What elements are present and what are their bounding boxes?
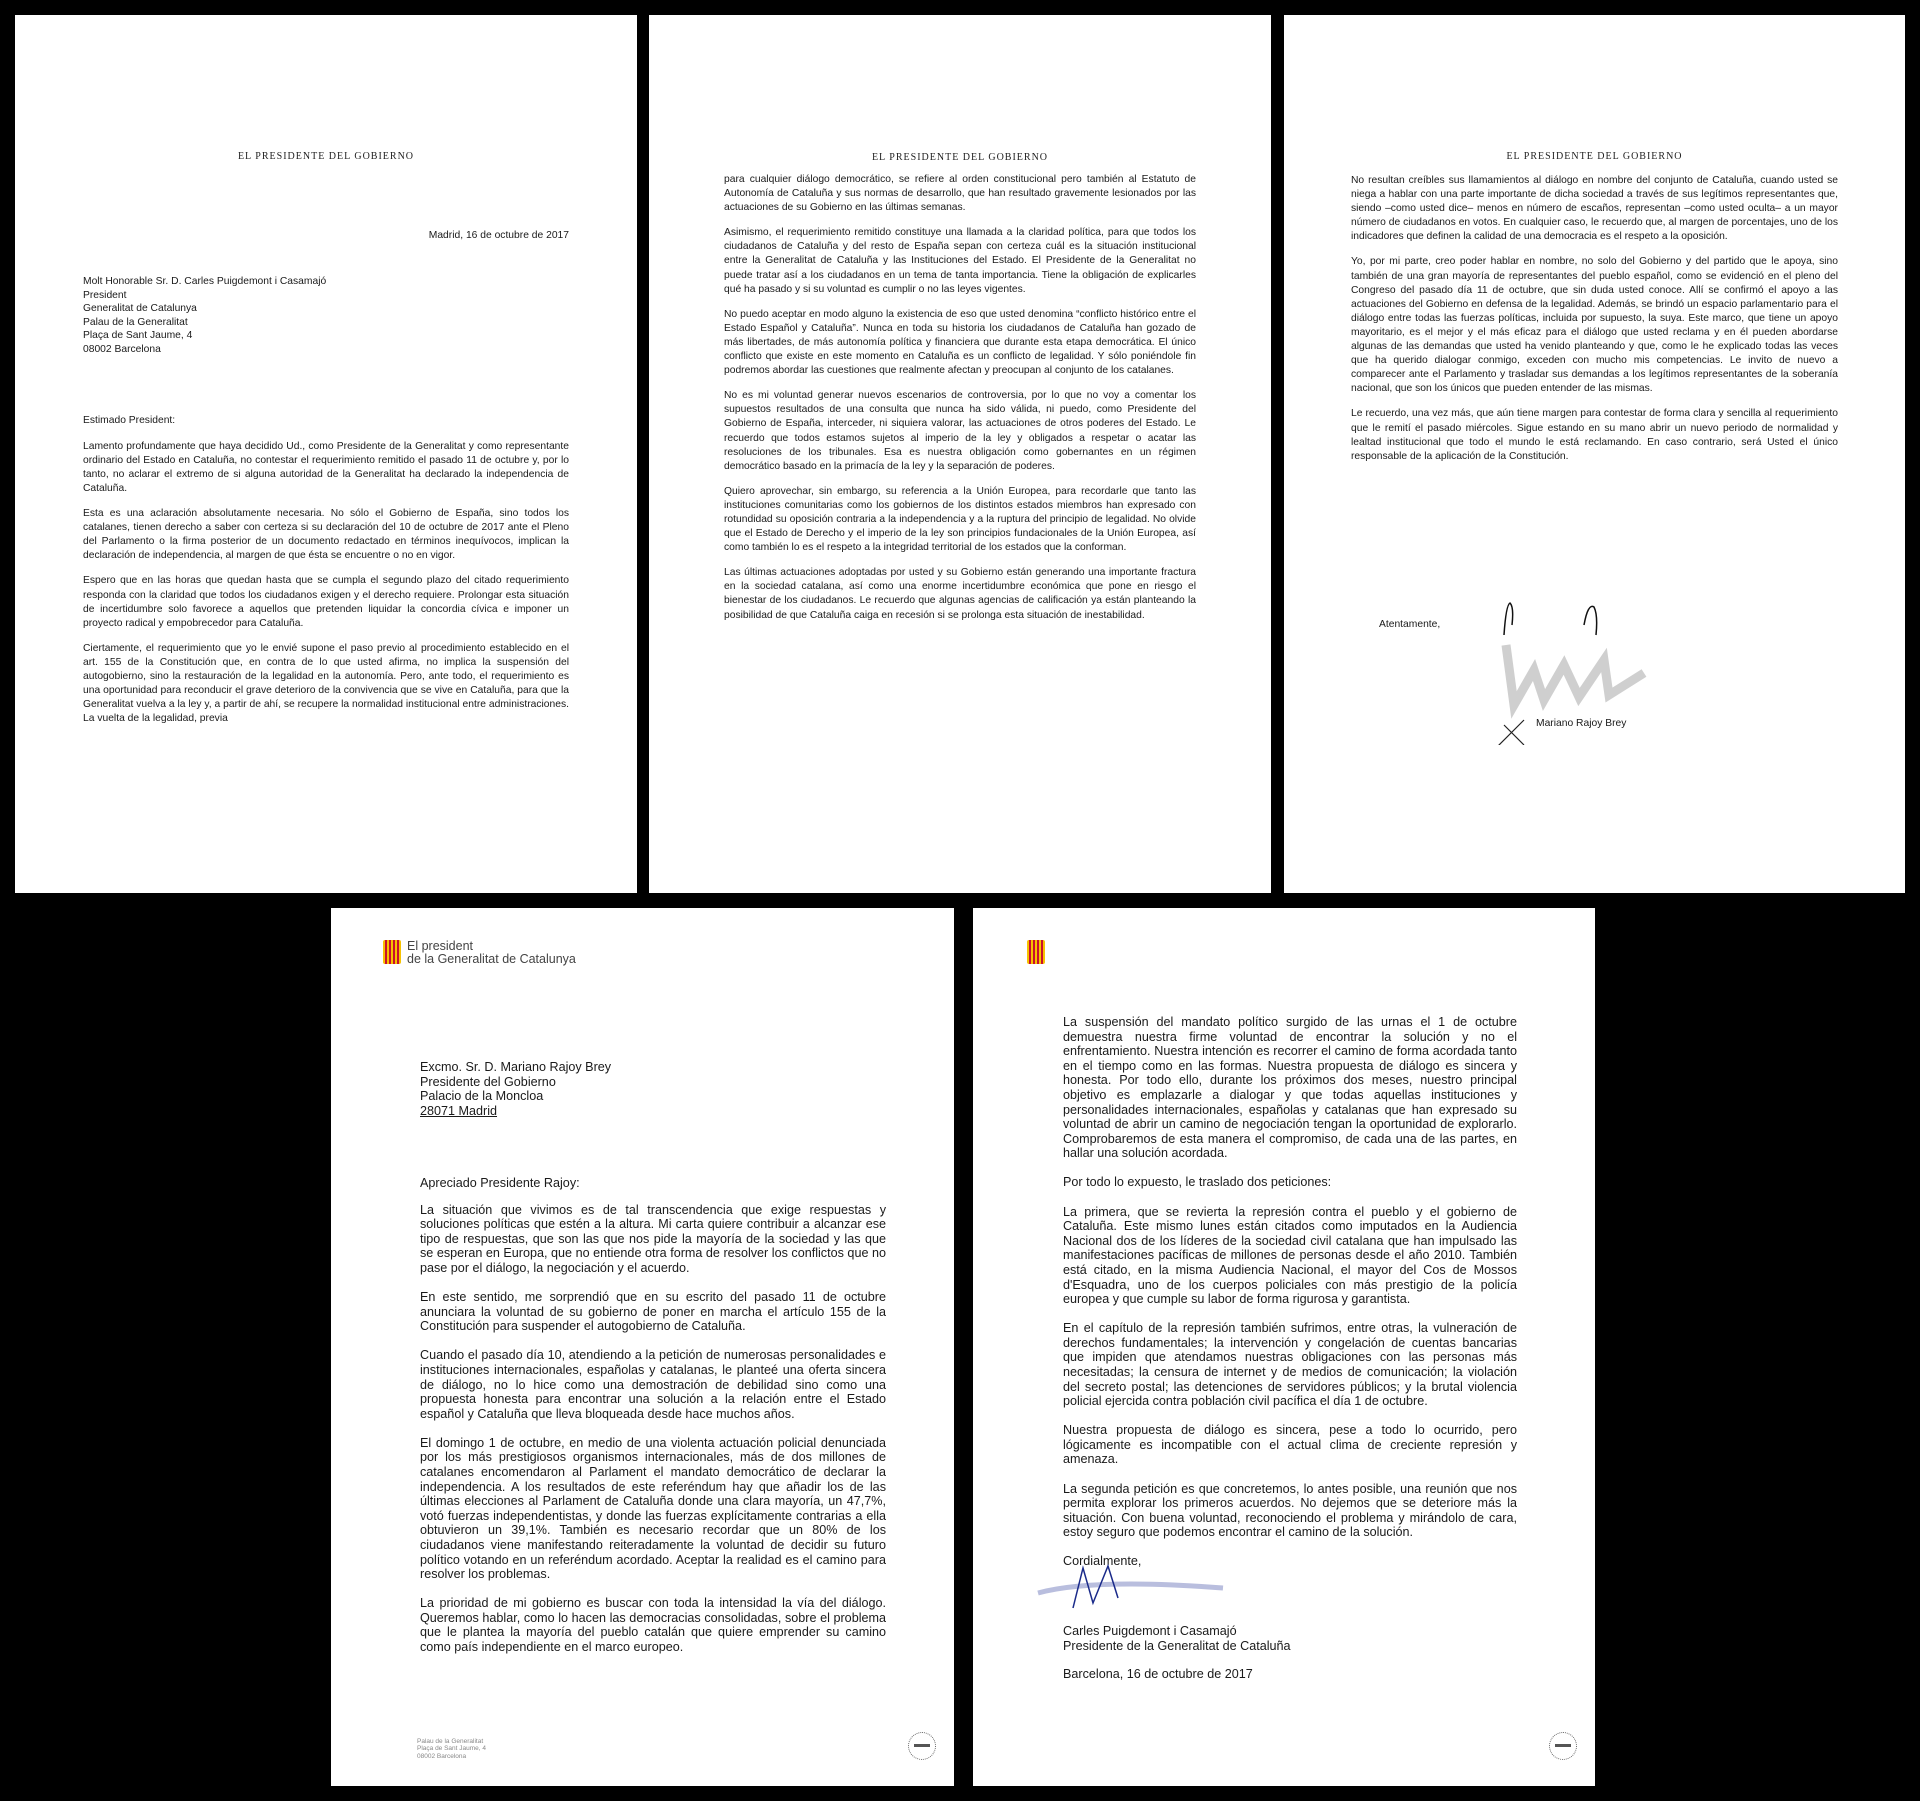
address-line: Molt Honorable Sr. D. Carles Puigdemont i Casamajó bbox=[83, 276, 327, 287]
paragraph: No resultan creíbles sus llamamientos al diálogo en nombre del conjunto de Cataluña, cuando usted se niega a hablar con una parte importante de dicha sociedad a través de sus legítimos representantes que, siendo –como usted dice– menos en número de escaños, representan –como usted oculta– a un mayor número de ciudadanos en votos. En cualquier caso, le recuerdo que, al margen de porcentajes, uno de los indicadores que definen la calidad de una democracia es el respeto a la oposición. bbox=[1351, 175, 1838, 243]
paragraph: Por todo lo expuesto, le traslado dos peticiones: bbox=[1063, 1175, 1332, 1190]
paper-seal-icon bbox=[908, 1732, 936, 1760]
letter-body bbox=[1063, 1015, 1517, 1584]
address-line: 28071 Madrid bbox=[420, 1103, 498, 1118]
letterhead: EL PRESIDENTE DEL GOBIERNO bbox=[1506, 151, 1683, 162]
letter-body bbox=[1351, 174, 1838, 464]
letter-page-5 bbox=[973, 908, 1595, 1786]
letter-body bbox=[83, 414, 569, 727]
closing: Cordialmente, bbox=[1063, 1554, 1142, 1569]
paragraph: No puedo aceptar en modo alguno la existencia de eso que usted denomina “conflicto histórico entre el Estado Español y Cataluña”. Nunca en toda su historia los ciudadanos de Cataluña han gozado de más libertades, de más autonomía política y financiera que durante esta etapa democrática. El único conflicto que existe en este momento en Cataluña es un conflicto de legalidad. Y sólo poniéndole fin podremos abordar las cuestiones que realmente afectan y preocupan al conjunto de los catalanes. bbox=[724, 308, 1196, 377]
signature-block bbox=[1063, 1624, 1291, 1682]
paragraph: Nuestra propuesta de diálogo es sincera, pese a todo lo ocurrido, pero lógicamente es incompatible con el actual clima de creciente represión y amenaza. bbox=[1063, 1423, 1517, 1467]
paragraph: La segunda petición es que concretemos, lo antes posible, una reunión que nos permita explorar los primeros acuerdos. No dejemos que se deteriore más la situación. Con buena voluntad, reconociendo el problema y mirándolo de cara, estoy seguro que podemos encontrar el camino de la solución. bbox=[1063, 1481, 1517, 1540]
address-line: Generalitat de Catalunya bbox=[83, 303, 197, 315]
paragraph: La prioridad de mi gobierno es buscar con toda la intensidad la vía del diálogo. Queremos hablar, como lo hacen las democracias consolidadas, sobre el problema que le plantea la mayoría del pueblo catalán que quiere emprender su camino como país independiente en el marco europeo. bbox=[420, 1596, 886, 1655]
paragraph: Quiero aprovechar, sin embargo, su referencia a la Unión Europea, para recordarle que tanto las instituciones comunitarias como los gobiernos de los distintos estados miembros han expresado con rotundidad su oposición contraria a la independencia y a la ruptura del principio de legalidad. No olvide que el Estado de Derecho y el imperio de la ley son principios fundacionales de la Unión Europea, así como también lo es el respeto a la integridad territorial de los estados que la conforman. bbox=[724, 485, 1196, 554]
signer-name: Carles Puigdemont i Casamajó bbox=[1063, 1624, 1237, 1638]
letter-page-2 bbox=[649, 15, 1271, 893]
paragraph: El domingo 1 de octubre, en medio de una violenta actuación policial denunciada por los más prestigiosos organismos internacionales, más de dos millones de catalanes encomendaron al Parlament el mandato democrático de declarar la independencia. A los resultados de este referéndum hay que añadir los de las últimas elecciones al Parlament de Cataluña donde una clara mayoría, un 47,7%, votó fuerzas independentistas, y donde las fuerzas explícitamente contrarias a ella obtuvieron un 39,1%. También es necesario recordar que un 80% de los ciudadanos viene manifestando reiteradamente la voluntad de decidir su futuro político votando en un referéndum acordado. Aceptar la realidad es el camino para resolver los problemas. bbox=[420, 1435, 886, 1582]
paragraph: Asimismo, el requerimiento remitido constituye una llamada a la claridad política, para que todos los ciudadanos de Cataluña y del resto de España sepan con certeza cuál es la situación institucional entre la Generalitat de Cataluña y las Instituciones del Estado. El Presidente de la Generalitat no puede tratar así a los ciudadanos en un tema de tanta importancia. Tiene la obligación de explicarles qué ha pasado y si su voluntad es cumplir o no las leyes vigentes. bbox=[724, 227, 1196, 295]
address-line: Palacio de la Moncloa bbox=[420, 1089, 544, 1104]
paragraph: Yo, por mi parte, creo poder hablar en nombre, no solo del Gobierno y del partido que le apoya, sino también de una gran mayoría de representantes del pueblo español, como se evidenció en el pleno del Congreso del pasado día 11 de octubre, que sin duda usted conoce. Allí se confirmó el apoyo a las actuaciones del Gobierno en defensa de la legalidad. Además, se brindó un espacio parlamentario para el diálogo entre todas las fuerzas políticas, incluida por supuesto, la suya. Este marco, que tiene un apoyo mayoritario, es el mejor y el más eficaz para el diálogo que usted reclama y en él pueden abordarse algunas de las demandas que usted ha venido planteando y que, como le he explicado todas las veces que ha querido dialogar conmigo, exceden con mucho mis competencias. Le invito de nuevo a comparecer ante el Parlamento y trasladar sus demandas a los legítimos representantes de la soberanía nacional, que son los únicos que pueden entender de las mismas. bbox=[1351, 256, 1838, 395]
footer-line: Palau de la Generalitat bbox=[417, 1737, 484, 1745]
logo-text bbox=[407, 940, 576, 966]
letter-page-3 bbox=[1284, 15, 1905, 893]
closing: Atentamente, bbox=[1379, 619, 1441, 630]
paragraph: En el capítulo de la represión también sufrimos, entre otras, la vulneración de derechos fundamentales; la intervención y congelación de cuentas bancarias que impiden que atendamos nuestras obligaciones con las personas más necesitadas; la censura de internet y de medios de comunicación; la violación del secreto postal; las detenciones de servidores públicos; y la brutal violencia policial ejercida contra población civil pacífica el día 1 de octubre. bbox=[1063, 1321, 1517, 1409]
logo-line: de la Generalitat de Catalunya bbox=[407, 952, 576, 966]
recipient-address bbox=[83, 275, 569, 357]
footer-address bbox=[417, 1738, 486, 1761]
generalitat-logo bbox=[383, 940, 576, 966]
address-line: Palau de la Generalitat bbox=[83, 316, 188, 328]
greeting: Estimado President: bbox=[83, 414, 176, 426]
address-line: Presidente del Gobierno bbox=[420, 1074, 556, 1089]
footer-line: Plaça de Sant Jaume, 4 bbox=[417, 1745, 487, 1752]
letter-date: Barcelona, 16 de octubre de 2017 bbox=[1063, 1667, 1253, 1682]
letter-body bbox=[724, 173, 1196, 623]
signer-title: Presidente de la Generalitat de Cataluña bbox=[1063, 1638, 1291, 1653]
paragraph: La suspensión del mandato político surgido de las urnas el 1 de octubre demuestra nuestra firme voluntad de encontrar la solución y no el enfrentamiento. Nuestra intención es recorrer el camino de forma acordada tanto en el tiempo como en las formas. Nuestra propuesta de diálogo es sincera y honesta. Por todo ello, durante los próximos dos meses, nuestro principal objetivo es emplazarle a dialogar y que todas aquellas instituciones y personalidades internacionales, españolas y catalanas que han expresado su voluntad de abrir un camino de negociación tengan la oportunidad de explorarlo. Comprobaremos de esta manera el compromiso, de cada una de las partes, en hallar una solución acordada. bbox=[1063, 1015, 1517, 1161]
address-line: Plaça de Sant Jaume, 4 bbox=[83, 330, 193, 342]
signer-name: Mariano Rajoy Brey bbox=[1536, 718, 1627, 729]
paragraph: La primera, que se revierta la represión contra el pueblo y el gobierno de Cataluña. Este mismo lunes están citados como imputados en la Audiencia Nacional dos de los líderes de la sociedad civil catalana que han impulsado las manifestaciones pacíficas de millones de personas desde el año 2010. También está citado, en la misma Audiencia Nacional, el mayor del Cos de Mossos d'Esquadra, uno de los cuerpos policiales con más prestigio de la policía europea y que cumple su labor de forma rigurosa y garantista. bbox=[1063, 1204, 1517, 1307]
letter-page-4 bbox=[331, 908, 954, 1786]
paragraph: Espero que en las horas que quedan hasta que se cumpla el segundo plazo del citado requerimiento responda con la claridad que todos los ciudadanos exigen y el derecho requiere. Prolongar esta situación de incertidumbre solo favorece a aquellos que pretenden liquidar la concordia cívica e imponer un proyecto radical y empobrecedor para Cataluña. bbox=[83, 575, 569, 629]
paragraph: Le recuerdo, una vez más, que aún tiene margen para contestar de forma clara y sencilla al requerimiento que le remití el pasado miércoles. Sigue estando en su mano abrir un nuevo periodo de normalidad y lealtad institucional que todo el mundo le está reclamando. En caso contrario, será Usted el único responsable de la aplicación de la Constitución. bbox=[1351, 408, 1838, 462]
paragraph: La situación que vivimos es de tal transcendencia que exige respuestas y soluciones políticas que estén a la altura. Mi carta quiere contribuir a alcanzar ese tipo de respuestas, que son las que nos pide la mayoría de la sociedad y las que se esperan en Europa, que no entiende otra forma de resolver los conflictos que no pase por el diálogo, la negociación y el acuerdo. bbox=[420, 1202, 886, 1275]
paragraph: En este sentido, me sorprendió que en su escrito del pasado 11 de octubre anunciara la voluntad de su gobierno de poner en marcha el artículo 155 de la Constitución para suspender el autogobierno de Cataluña. bbox=[420, 1290, 886, 1334]
signature-puigdemont bbox=[1033, 1548, 1233, 1618]
catalan-flag-icon bbox=[383, 940, 401, 964]
footer-line: 08002 Barcelona bbox=[417, 1752, 467, 1760]
letter-date: Madrid, 16 de octubre de 2017 bbox=[428, 230, 569, 241]
greeting: Apreciado Presidente Rajoy: bbox=[420, 1176, 580, 1190]
paragraph: No es mi voluntad generar nuevos escenarios de controversia, por lo que no voy a comentar los supuestos resultados de una consulta que nunca ha sido válida, ni puedo, como Presidente del Gobierno de España, interceder, ni siquiera valorar, las actuaciones de otros poderes del Estado. Le recuerdo que todos estamos sujetos al imperio de la ley y obligados a respetar o acatar las resoluciones de los tribunales. Esa es nuestra obligación como gobernantes en un régimen democrático basado en la primacía de la ley y la separación de poderes. bbox=[724, 390, 1196, 472]
paper-seal-icon bbox=[1549, 1732, 1577, 1760]
letterhead: EL PRESIDENTE DEL GOBIERNO bbox=[237, 151, 415, 162]
paragraph: para cualquier diálogo democrático, se refiere al orden constitucional pero también al Estatuto de Autonomía de Cataluña y sus normas de desarrollo, que han resultado gravemente lesionados por las actuaciones de su Gobierno en las últimas semanas. bbox=[724, 174, 1196, 214]
paragraph: Ciertamente, el requerimiento que yo le envié supone el paso previo al procedimiento establecido en el art. 155 de la Constitución que, en contra de lo que usted afirma, no implica la suspensión del autogobierno, sino la restauración de la legalidad en la autonomía. Pero, ante todo, el requerimiento es una oportunidad para reconducir el grave deterioro de la convivencia que se vive en Cataluña, para que la Generalitat vuelva a la ley y, a partir de ahí, se recupere la normalidad institucional entre administraciones. La vuelta de la legalidad, previa bbox=[83, 642, 569, 725]
letterhead: EL PRESIDENTE DEL GOBIERNO bbox=[871, 152, 1049, 163]
paragraph: Las últimas actuaciones adoptadas por usted y su Gobierno están generando una importante fractura en la sociedad catalana, así como una enorme incertidumbre económica que pone en riesgo el bienestar de los ciudadanos. Le recuerdo que algunas agencias de calificación ya están planteando la posibilidad de que Cataluña caiga en recesión si se prolonga esta situación de inestabilidad. bbox=[724, 567, 1196, 621]
letter-body bbox=[420, 1176, 886, 1669]
logo-line: El president bbox=[407, 939, 474, 953]
address-line: President bbox=[83, 289, 127, 301]
paragraph: Lamento profundamente que haya decidido Ud., como Presidente de la Generalitat y como representante ordinario del Estado en Cataluña, no contestar el requerimiento remitido el pasado 11 de octubre y, por lo tanto, no aclarar el extremo de si alguna autoridad de la Generalitat ha declarado la independencia de Cataluña. bbox=[83, 440, 569, 494]
address-line: 08002 Barcelona bbox=[83, 343, 161, 355]
paragraph: Cuando el pasado día 10, atendiendo a la petición de numerosas personalidades e instituciones internacionales, españolas y catalanas, le planteé una oferta sincera de diálogo, no lo hice como una demostración de debilidad sino como una propuesta honesta para encontrar una solución a la relación entre el Estado español y Cataluña que lleva bloqueada desde hace muchos años. bbox=[420, 1348, 886, 1421]
letter-page-1 bbox=[15, 15, 637, 893]
address-line: Excmo. Sr. D. Mariano Rajoy Brey bbox=[420, 1060, 612, 1074]
paragraph: Esta es una aclaración absolutamente necesaria. No sólo el Gobierno de España, sino todos los catalanes, tienen derecho a saber con certeza si su declaración del 10 de octubre de 2017 ante el Pleno del Parlamento o la firma posterior de un documento redactado en términos inequívocos, implican la declaración de independencia, al margen de que ésta se encuentre o no en vigor. bbox=[83, 508, 569, 562]
recipient-address bbox=[420, 1060, 611, 1118]
catalan-flag-icon bbox=[1027, 940, 1045, 964]
